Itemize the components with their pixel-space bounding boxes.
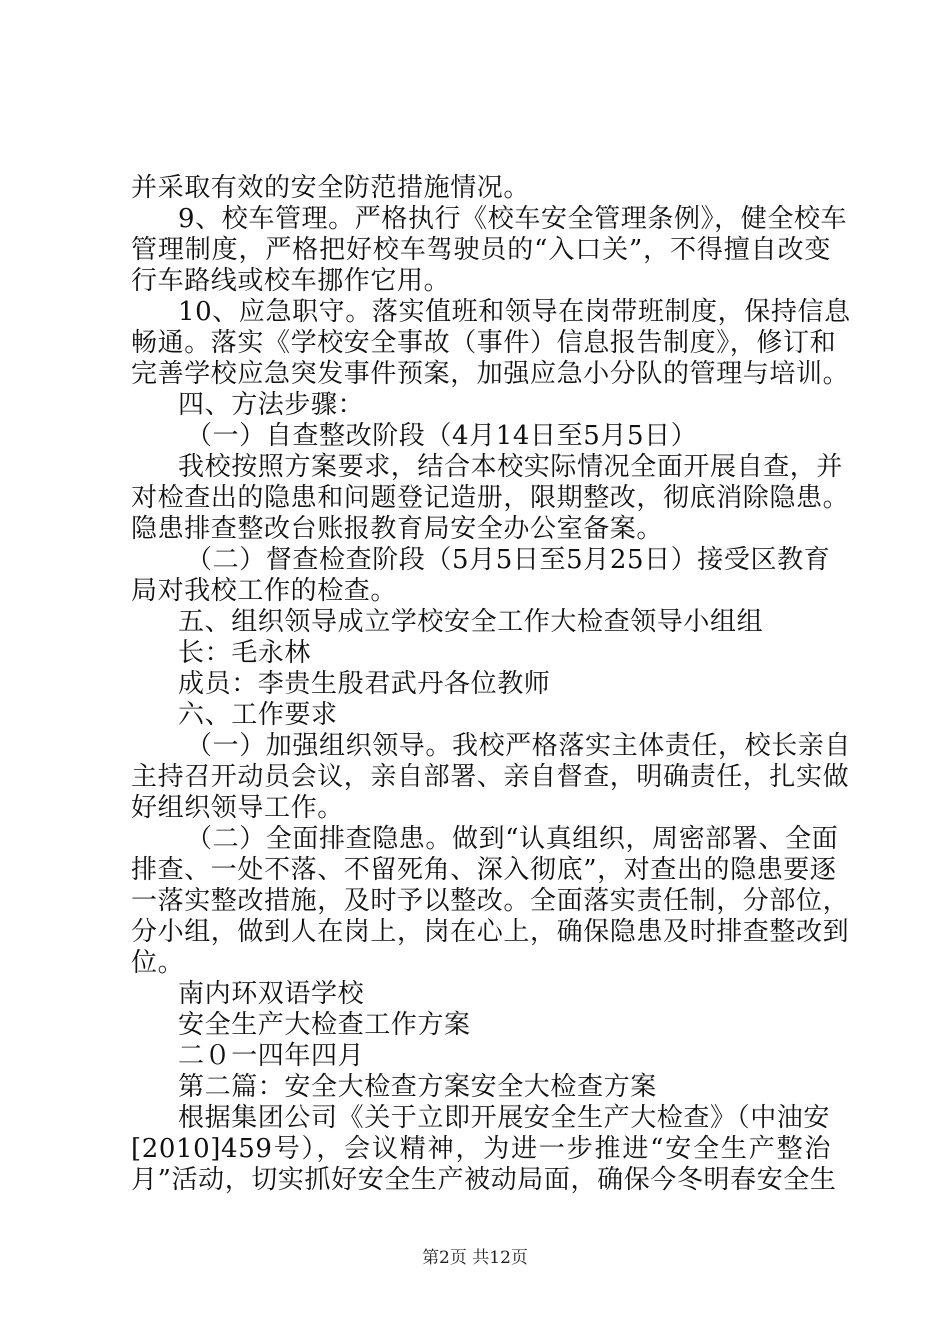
text-line: 局对我校工作的检查。 [131, 576, 398, 606]
text-line: 畅通。落实《学校安全事故（事件）信息报告制度》，修订和 [131, 328, 837, 358]
subsection-heading: （一）自查整改阶段（4月14日至5月5日） [186, 421, 698, 451]
text-line: 一落实整改措施，及时予以整改。全面落实责任制，分部位， [131, 886, 850, 916]
chapter-heading: 第二篇：安全大检查方案安全大检查方案 [178, 1072, 657, 1102]
text-line: 成员：李贵生殷君武丹各位教师 [178, 669, 551, 699]
text-line: 月”活动，切实抓好安全生产被动局面，确保今冬明春安全生 [131, 1165, 837, 1195]
text-line: 完善学校应急突发事件预案，加强应急小分队的管理与培训。 [131, 359, 850, 389]
section-heading: 四、方法步骤： [178, 390, 365, 420]
text-line: 主持召开动员会议，亲自部署、亲自督查，明确责任，扎实做 [131, 762, 850, 792]
text-line: 好组织领导工作。 [131, 793, 344, 823]
text-line: （二）全面排查隐患。做到“认真组织，周密部署、全面 [186, 824, 839, 854]
text-line: 对检查出的隐患和问题登记造册，限期整改，彻底消除隐患。 [131, 483, 850, 513]
section-heading: 五、组织领导成立学校安全工作大检查领导小组组 [178, 607, 764, 637]
text-line: 排查、一处不落、不留死角、深入彻底”，对查出的隐患要逐 [131, 855, 837, 885]
text-line: 分小组，做到人在岗上，岗在心上，确保隐患及时排查整改到 [131, 917, 850, 947]
text-line: 根据集团公司《关于立即开展安全生产大检查》（中油安 [178, 1103, 831, 1133]
text-line: [2010]459号），会议精神，为进一步推进“安全生产整治 [131, 1134, 831, 1164]
date-line: 二０一四年四月 [178, 1041, 365, 1071]
text-line: 行车路线或校车挪作它用。 [131, 266, 451, 296]
text-line: （二）督查检查阶段（5月5日至5月25日）接受区教育 [186, 545, 831, 575]
text-line: 10、应急职守。落实值班和领导在岗带班制度，保持信息 [178, 297, 851, 327]
plan-title: 安全生产大检查工作方案 [178, 1010, 471, 1040]
text-line: 长：毛永林 [178, 638, 312, 668]
text-line: 我校按照方案要求，结合本校实际情况全面开展自查，并 [178, 452, 844, 482]
text-line: 管理制度，严格把好校车驾驶员的“入口关”，不得擅自改变 [131, 235, 831, 265]
page-number: 第2页 共12页 [422, 1248, 528, 1268]
text-line: 位。 [131, 948, 185, 978]
text-line: （一）加强组织领导。我校严格落实主体责任，校长亲自 [186, 731, 852, 761]
school-name: 南内环双语学校 [178, 979, 365, 1009]
text-line: 9、校车管理。严格执行《校车安全管理条例》，健全校车 [178, 204, 848, 234]
text-line: 隐患排查整改台账报教育局安全办公室备案。 [131, 514, 664, 544]
text-line: 并采取有效的安全防范措施情况。 [131, 173, 531, 203]
section-heading: 六、工作要求 [178, 700, 338, 730]
